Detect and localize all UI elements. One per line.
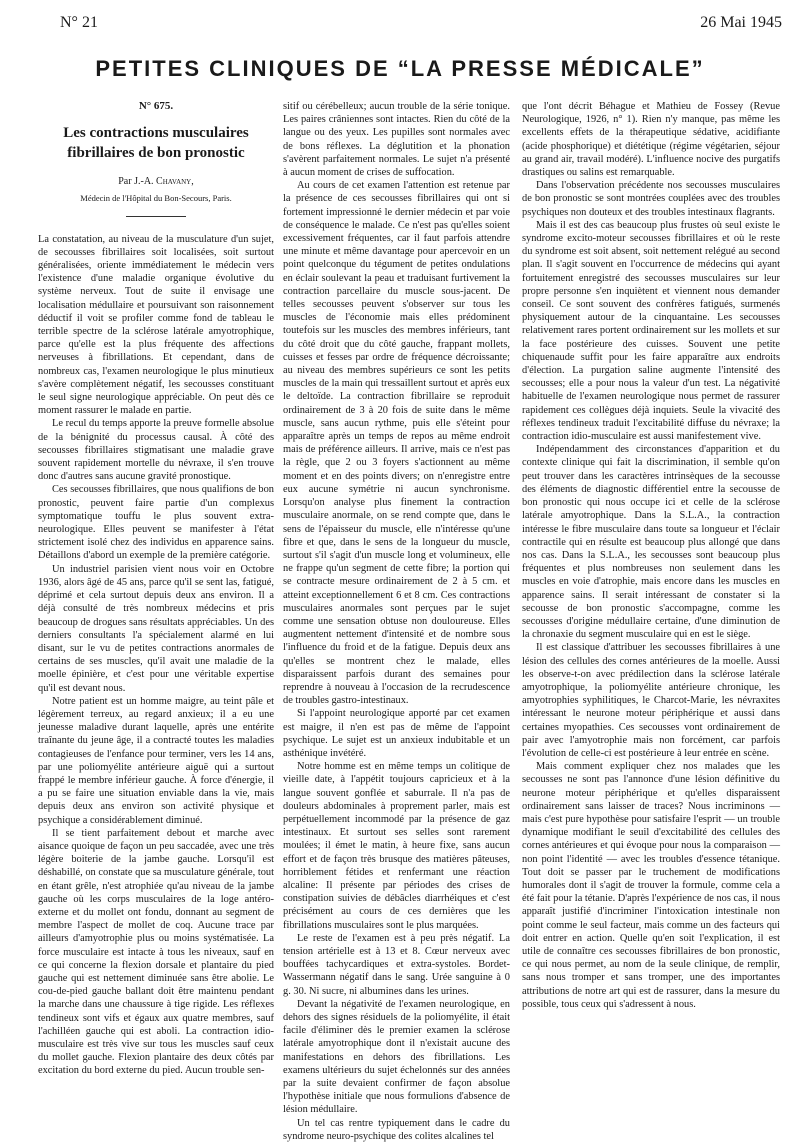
paragraph: Il se tient parfaitement debout et marche avec aisance quoique de façon un peu saccadée, avec une très légère boiterie de la jambe gauche. Lorsqu'il est déshabillé, on constate que sa musculature générale, tout en étant grêle, n'est atrophiée qu'au niveau de la jambe gauche où les corps musculaires de la loge antéro-externe et du mollet ont fondu, donnant au segment de membre l'aspect de mollet de coq. Aucune trace par ailleurs d'amyotrophie plus ou moins systématisée. La force musculaire est intacte à tous les niveaux, sauf en ce qui concerne la flexion dorsale et plantaire du pied gauche qui est nettement diminuée sans être abolie. Le cou-de-pied gauche ballant doit être maintenu pendant la marche dans une chaussure à tige rigide. Les réflexes tendineux sont vifs et égaux aux quatre membres, sauf l'achilléen gauche qui est aboli. La contraction idio-musculaire est très vive sur tous les muscles sauf ceux du mollet gauche. Flexion plantaire des deux côtés par excitation du bord externe du pied. Aucun trouble sen-	[38, 827, 274, 1077]
paragraph: sitif ou cérébelleux; aucun trouble de la série tonique. Les paires crâniennes sont intactes. Rien du côté de la langue ou des yeux. Les pupilles sont normales avec de bons réflexes. La déglutition et la phonation s'avèrent parfaitement normales. Le sujet n'a présenté à aucun moment de crises de suffocation.	[283, 101, 510, 179]
column-3	[522, 100, 780, 1011]
author-name: J.-A. Chavany,	[134, 176, 194, 188]
paragraph: Le recul du temps apporte la preuve formelle absolue de la bénignité du processus causal. À côté des secousses fibrillaires stigmatisant une maladie grave souvent rapidement mortelle du névraxe, il s'en trouve donc d'autres sans aucune gravité pronostique.	[38, 418, 274, 483]
column-1	[38, 100, 274, 1078]
paragraph: Si l'appoint neurologique apporté par cet examen est maigre, il n'en est pas de même de l'appoint psychique. Le sujet est un anxieux indubitable et un asthénique invétéré.	[283, 708, 510, 759]
issue-number: N° 21	[60, 14, 98, 31]
paragraph: Notre patient est un homme maigre, au teint pâle et légèrement terreux, au regard anxieux; il a eu une jeunesse maladive durant laquelle, après une entérite traînante du jeune âge, il a contracté toutes les maladies contagieuses de l'enfance pour terminer, vers les 14 ans, par une poliomyélite antérieure aiguë qui a surtout frappé le membre inférieur gauche. À force d'énergie, il a pu se faire une situation enviable dans la vie, mais depuis deux ans environ son activité physique et psychique a considérablement diminué.	[38, 695, 274, 826]
paragraph: Un industriel parisien vient nous voir en Octobre 1936, alors âgé de 45 ans, parce qu'il se sent las, fatigué, déprimé et cela surtout depuis deux ans environ. Il a déjà consulté de très nombreux médecins et pris beaucoup de drogues sans résultats appréciables. Un des derniers consultants l'a spécialement alarmé en lui disant, sur le vu de petites contractions anormales de certains de ses muscles, qu'il avait une maladie de la moelle épinière, et c'est pour une véritable expertise qu'il est devant nous.	[38, 563, 274, 694]
paragraph: Ces secousses fibrillaires, que nous qualifions de bon pronostic, peuvent faire partie d'un complexus symptomatique touffu le plus souvent extra-neurologique. Elles peuvent se manifester à l'état strictement isolé chez des individus en apparence sains. Détaillons d'abord un exemple de la première catégorie.	[38, 484, 274, 562]
paragraph: La constatation, au niveau de la musculature d'un sujet, de secousses fibrillaires soit localisées, soit surtout généralisées, oriente immédiatement le médecin vers l'existence d'une maladie organique évolutive du système nerveux. Tout de suite il envisage une localisation médullaire et poursuivant son raisonnement déductif il voit se profiler comme fond de tableau le terrible spectre de la sclérose latérale amyotrophique, parce qu'elle est la plus fréquente des affections nerveuses à fibrillations. Et cependant, dans de nombreux cas, l'examen neurologique le plus minutieux s'avère complètement négatif, les secousses constituant le seul signe neurologique appréciable. On peut dès ce moment rassurer le malade en partie.	[38, 233, 274, 417]
paragraph: Notre homme est en même temps un colitique de vieille date, à l'appétit toujours capricieux et à la langue souvent gonflée et saburrale. Il n'a pas de douleurs abdominales à proprement parler, mais est perpétuellement incommodé par la présence de gaz intestinaux. Et surtout ses selles sont rarement moulées; il émet le matin, à heure fixe, sans aucun effort et de façon très brusque des matières pâteuses, horriblement fétides et renfermant une réaction alcaline: Il présente par périodes des crises de constipation suivies de débâcles diarrhéiques et c'est précisément au cours de ces dernières que les fibrillations musculaires sont le plus marquées.	[283, 761, 510, 931]
paragraph: Un tel cas rentre typiquement dans le cadre du syndrome neuro-psychique des colites alcalines tel	[283, 1117, 510, 1142]
article-title: Les contractions musculaires fibrillaires de bon pronostic	[63, 125, 249, 162]
byline	[38, 175, 274, 188]
article-number: N° 675.	[138, 100, 174, 112]
author-affiliation: Médecin de l'Hôpital du Bon-Secours, Paris.	[80, 193, 232, 204]
masthead: PETITES CLINIQUES DE “LA PRESSE MÉDICALE”	[95, 56, 705, 81]
paragraph: Devant la négativité de l'examen neurologique, en dehors des signes résiduels de la poliomyélite, il était facile d'éliminer dès le premier examen la sclérose latérale amyotrophique dont il n'existait aucune des manifestations en dehors des fibrillations. Les examens ultérieurs du sujet échelonnés sur des années par la suite devaient confirmer de façon absolue l'hypothèse initiale que nous formulions d'absence de lésion médullaire.	[283, 998, 510, 1116]
issue-date: 26 Mai 1945	[700, 14, 782, 31]
paragraph: Il est classique d'attribuer les secousses fibrillaires à une lésion des cellules des cornes antérieures de la moelle. Aussi les observe-t-on avec prédilection dans la sclérose latérale amyotrophique, la poliomyélite antérieure chronique, les amyotrophies syphilitiques, le Charcot-Marie, les névraxites intéressant le neurone moteur périphérique et aussi dans certaines myopathies. Ces secousses vont ordinairement de pair avec l'amyotrophie mais non forcément, car parfois l'évolution de celle-ci est postérieure à leur entrée en scène.	[522, 642, 780, 759]
paragraph: Mais il est des cas beaucoup plus frustes où seul existe le syndrome excito-moteur secousses fibrillaires et où le reste du syndrome est soit absent, soit nettement relégué au second plan. Il s'agit souvent en l'occurrence de médecins qui ayant fortuitement enregistré des secousses musculaires sur leur propre personne s'en inquiètent et viennent nous demander conseil. Ce sont souvent des confrères fatigués, surmenés physiquement autour de la cinquantaine. Les secousses relativement rares portent ordinairement sur les mollets et sur la face postérieure des cuisses. Souvent une petite chiquenaude suffit pour les faire apparaître aux endroits d'élection. La purgation saline augmente l'intensité des secousses; elle a pour nous la valeur d'un test. La négativité habituelle de l'examen neurologique nous permet de rassurer rapidement ces collègues déjà inquiets. Seule la vivacité des réflexes tendineux traduit l'excitabilité diffuse du névraxe; la contraction idio-musculaire est aussi manifestement vive.	[522, 219, 780, 443]
paragraph: Indépendamment des circonstances d'apparition et du contexte clinique qui fait la discrimination, il semble qu'on peut trouver dans les caractères intrinsèques de la secousse des éléments de diagnostic différentiel entre la secousse de bon pronostic qui nous occupe ici et celle de la sclérose latérale amyotrophique. Dans la S.L.A., la contraction intéresse le fibre musculaire dans toute sa longueur et l'éclair contractile qui en résulte est beaucoup plus allongé que dans nos cas. Dans la S.L.A., les secousses sont beaucoup plus fréquentes et plus nombreuses non seulement dans les muscles en voie d'atrophie, mais encore dans les muscles en apparence sains. Il serait intéressant de constater si la secousse de bon pronostic s'accompagne, comme les secousses d'origine médullaire certaine, d'une diminution de la chronaxie du segment musculaire qui en est le siège.	[522, 444, 780, 641]
paragraph: Le reste de l'examen est à peu près négatif. La tension artérielle est à 13 et 8. Cœur nerveux avec bouffées tachycardiques et extra-systoles. Bordet-Wassermann négatif dans le sang. Urée sanguine à 0 g. 30. Ni sucre, ni albumines dans les urines.	[283, 932, 510, 997]
paragraph: que l'ont décrit Béhague et Mathieu de Fossey (Revue Neurologique, 1926, n° 1). Rien n'y manque, pas même les excellents effets de la thérapeutique sédative, acidifiante (acide phosphorique) et diététique (régime végétarien, séjour au grand air, travail modéré). L'influence nocive des purgatifs drastiques ou salins est remarquable.	[522, 101, 780, 179]
paragraph: Au cours de cet examen l'attention est retenue par la présence de ces secousses fibrillaires qui ont si fortement impressionné le dernier médecin et par voie de conséquence le malade. Ce n'est pas qu'elles soient excessivement fréquentes, car il faut parfois attendre une minute et même davantage pour apercevoir en un point quelconque du tégument de petites ondulations en éclair soulevant la peau et traduisant furtivement la contraction parcellaire du muscle sous-jacent. De telles secousses peuvent s'observer sur tous les muscles de l'économie mais elles prédominent toutefois sur les muscles des membres inférieurs, tant du côté droit que du côté gauche, frappant mollets, cuisses et fesses par ordre de fréquence décroissante; au niveau des membres supérieurs ce sont les petits muscles de la main qui tressaillent surtout et après eux le deltoïde. La contraction fibrillaire se reproduit ordinairement de 3 à 20 fois de suite dans le même muscle, sans aucun rythme, puis elle s'éteint pour apparaître après un temps de repos au même endroit mais de préférence ailleurs. Il arrive, mais ce n'est pas la règle, que 2 ou 3 foyers s'actionnent au même moment et en des points divers; on n'enregistre entre eux aucune symétrie ni aucun synchronisme. Lorsqu'on analyse plus finement la contraction musculaire anormale, on se rend compte que, dans le sens de l'épaisseur du muscle, elle n'intéresse qu'une fibre et que, dans le sens de la longueur du muscle, surtout s'il s'agit d'un muscle long et volumineux, elle ne frappe qu'un segment de cette fibre; la portion qui se contracte mesure ordinairement de 2 à 5 cm. et atteint exceptionnellement 6 et 8 cm. Ces contractions musculaires anormales sont perçues par le sujet comme une sensation obtuse non douloureuse. Elles augmentent nettement d'intensité et de nombre sous l'influence du froid et de la fatigue. Depuis deux ans qu'elles se montrent chez le malade, elles disparaissent parfois durant des semaines pour reprendre à nouveau à l'occasion de la recrudescence de troubles gastro-intestinaux.	[283, 180, 510, 707]
divider	[126, 216, 186, 217]
paragraph: Dans l'observation précédente nos secousses musculaires de bon pronostic se sont montrées couplées avec des troubles psychiques non douteux et des troubles intestinaux flagrants.	[522, 180, 780, 218]
paragraph: Mais comment expliquer chez nos malades que les secousses ne sont pas l'annonce d'une lésion définitive du neurone moteur périphérique et qu'elles disparaissent ordinairement sans laisser de traces? Nous incriminons — mais c'est pure hypothèse pour satisfaire l'esprit — un trouble dynamique modifiant le seuil d'excitabilité des cellules des cornes antérieures et qui évoque pour nous la comparaison — non point l'identité — avec les troubles d'essence tétanique. Tout doit se passer par le truchement de modifications humorales dont il s'agit de trouver la formule, comme cela a été fait pour la tétanie. D'après l'expérience de nos cas, il nous apparaît justifié d'incriminer l'intoxication intestinale non point comme le seul facteur, mais comme un des facteurs qui doit entrer en action. Quelle qu'en soit l'explication, il est utile de connaître ces secousses fibrillaires de bon pronostic, ce qui nous permet, au nom de la seule clinique, de remplir, sans nous tromper et sans tromper, une des importantes attributions de notre art qui est de rassurer, dans la mesure du possible, tous ceux qui s'adressent à nous.	[522, 761, 780, 1010]
column-2	[283, 100, 510, 1143]
byline-prefix: Par	[118, 176, 132, 188]
